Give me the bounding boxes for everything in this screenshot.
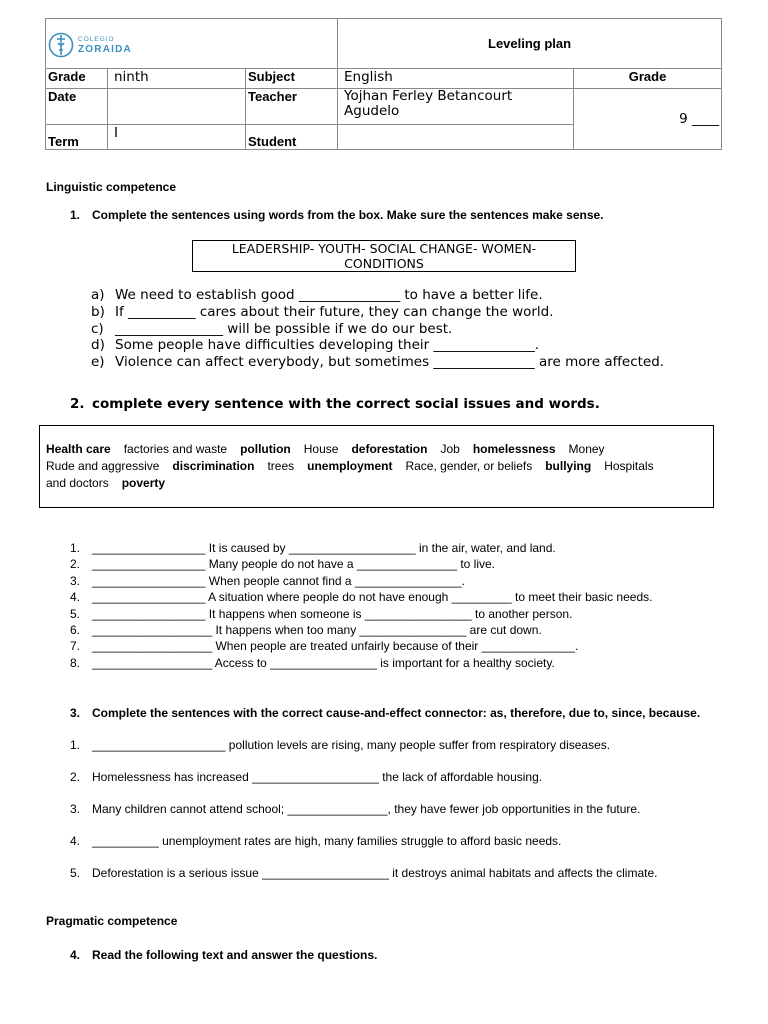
list-item[interactable] xyxy=(70,540,652,556)
teacher-label: Teacher xyxy=(246,89,338,125)
list-item[interactable] xyxy=(70,606,652,622)
doc-title: Leveling plan xyxy=(338,19,722,69)
list-item[interactable] xyxy=(70,737,657,769)
question-1-number: 1. xyxy=(70,208,81,222)
term-value: I xyxy=(108,125,246,150)
word-box-line-1 xyxy=(46,441,707,458)
question-2 xyxy=(70,396,600,412)
list-item[interactable] xyxy=(70,589,652,605)
student-value[interactable] xyxy=(338,125,574,150)
word-box-word: Health care xyxy=(46,442,111,456)
word-box-word: Hospitals xyxy=(604,459,654,473)
word-box-word: trees xyxy=(267,459,295,473)
item-text: Deforestation is a serious issue ___________________ it destroys animal habitats and affects the climate. xyxy=(92,866,658,880)
section-title-pragmatic: Pragmatic competence xyxy=(46,914,178,928)
logo-line1: COLEGIO xyxy=(78,35,115,43)
item-text: _________________ It happens when someone is ________________ to another person. xyxy=(92,606,573,621)
item-letter: d) xyxy=(91,337,105,354)
item-text: Some people have difficulties developing their _______________. xyxy=(115,337,540,354)
word-box-word: Rude and aggressive xyxy=(46,459,160,473)
question-1-list xyxy=(91,287,664,371)
item-text: __________ unemployment rates are high, many families struggle to afford basic needs. xyxy=(92,834,562,848)
word-box-word: poverty xyxy=(121,476,166,490)
teacher-value: Yojhan Ferley Betancourt Agudelo xyxy=(338,89,574,125)
item-number: 3. xyxy=(70,802,81,816)
question-4-number: 4. xyxy=(70,948,81,962)
item-text: Violence can affect everybody, but sometimes _______________ are more affected. xyxy=(115,354,665,371)
item-letter: a) xyxy=(91,287,105,303)
list-item[interactable] xyxy=(91,287,664,304)
question-3-text: Complete the sentences with the correct cause-and-effect connector: as, therefore, due to, since, because. xyxy=(92,706,701,720)
question-2-text: complete every sentence with the correct social issues and words. xyxy=(92,396,600,412)
question-2-list xyxy=(70,540,652,671)
grade-label-2: Grade xyxy=(574,69,722,89)
list-item[interactable] xyxy=(70,801,657,833)
item-text: _________________ It is caused by ___________________ in the air, water, and land. xyxy=(92,541,556,555)
word-box-line-3 xyxy=(46,475,707,492)
item-number: 5. xyxy=(70,866,81,880)
word-box-word: discrimination xyxy=(172,459,255,473)
list-item[interactable] xyxy=(91,354,664,371)
item-text: We need to establish good _______________ to have a better life. xyxy=(115,287,543,303)
word-box-word: unemployment xyxy=(307,459,393,473)
word-box-word: Job xyxy=(440,442,460,456)
item-text: Many children cannot attend school; _______________, they have fewer job opportunities in the future. xyxy=(92,802,641,816)
question-1 xyxy=(70,208,604,222)
list-item[interactable] xyxy=(70,622,652,638)
item-text: _________________ Many people do not have a _______________ to live. xyxy=(92,557,496,572)
item-text: __________________ It happens when too many ________________ are cut down. xyxy=(92,622,542,637)
question-3 xyxy=(70,706,700,720)
school-crest-icon xyxy=(48,30,74,60)
item-text: Homelessness has increased ___________________ the lack of affordable housing. xyxy=(92,770,543,784)
grade-value-2[interactable]: 9 ____ xyxy=(574,89,722,150)
question-3-number: 3. xyxy=(70,706,81,720)
word-box-word: Race, gender, or beliefs xyxy=(405,459,533,473)
date-label: Date xyxy=(46,89,108,125)
list-item[interactable] xyxy=(70,769,657,801)
logo-line2: ZORAIDA xyxy=(78,43,132,55)
item-letter: e) xyxy=(91,354,105,371)
question-4-text: Read the following text and answer the questions. xyxy=(92,948,378,962)
item-text: __________________ Access to ________________ is important for a healthy society. xyxy=(92,655,555,670)
item-number: 4. xyxy=(70,834,81,848)
grade-label: Grade xyxy=(46,69,108,89)
word-box-word: factories and waste xyxy=(123,442,228,456)
item-number: 8. xyxy=(70,655,81,670)
grade-value: ninth xyxy=(108,69,246,89)
logo-cell xyxy=(46,19,338,69)
item-number: 3. xyxy=(70,573,81,588)
word-box-word: Money xyxy=(568,442,605,456)
section-title-linguistic: Linguistic competence xyxy=(46,180,177,194)
list-item[interactable] xyxy=(70,655,652,671)
item-letter: c) xyxy=(91,320,104,337)
item-number: 2. xyxy=(70,557,81,572)
word-box-word: deforestation xyxy=(351,442,428,456)
item-number: 5. xyxy=(70,606,81,621)
item-text: ________________ will be possible if we do our best. xyxy=(115,320,453,337)
word-box-word: House xyxy=(303,442,339,456)
item-number: 1. xyxy=(70,541,81,555)
word-box-word: pollution xyxy=(240,442,291,456)
item-text: _________________ A situation where people do not have enough _________ to meet their basic needs. xyxy=(92,590,653,605)
question-2-number: 2. xyxy=(70,396,85,412)
list-item[interactable] xyxy=(91,321,664,338)
list-item[interactable] xyxy=(91,337,664,354)
item-number: 6. xyxy=(70,622,81,637)
list-item[interactable] xyxy=(91,304,664,321)
student-label: Student xyxy=(246,125,338,150)
list-item[interactable] xyxy=(70,573,652,589)
subject-value: English xyxy=(338,69,574,89)
word-box-word: and doctors xyxy=(46,476,109,490)
item-text: _________________ When people cannot find a ________________. xyxy=(92,573,466,588)
word-box-2 xyxy=(39,425,714,508)
list-item[interactable] xyxy=(70,833,657,865)
item-text: ____________________ pollution levels are rising, many people suffer from respiratory diseases. xyxy=(92,738,611,752)
list-item[interactable] xyxy=(70,556,652,572)
word-box-line-2 xyxy=(46,458,707,475)
word-box-word: bullying xyxy=(545,459,592,473)
term-label: Term xyxy=(46,125,108,150)
item-number: 4. xyxy=(70,590,81,605)
word-box-word: homelessness xyxy=(472,442,556,456)
item-number: 2. xyxy=(70,770,81,784)
item-letter: b) xyxy=(91,303,105,320)
question-4 xyxy=(70,948,377,962)
school-logo xyxy=(48,30,335,60)
date-value[interactable] xyxy=(108,89,246,125)
list-item[interactable] xyxy=(70,638,652,654)
item-number: 7. xyxy=(70,639,81,654)
question-1-text: Complete the sentences using words from the box. Make sure the sentences make sense. xyxy=(92,208,604,222)
subject-label: Subject xyxy=(246,69,338,89)
header-table xyxy=(45,18,721,150)
question-3-list xyxy=(70,737,657,897)
item-text: __________________ When people are treated unfairly because of their ______________. xyxy=(92,639,579,654)
word-box-1: LEADERSHIP- YOUTH- SOCIAL CHANGE- WOMEN- CONDITIONS xyxy=(192,240,576,272)
list-item[interactable] xyxy=(70,865,657,897)
item-text: If __________ cares about their future, they can change the world. xyxy=(115,303,554,320)
item-number: 1. xyxy=(70,738,81,752)
